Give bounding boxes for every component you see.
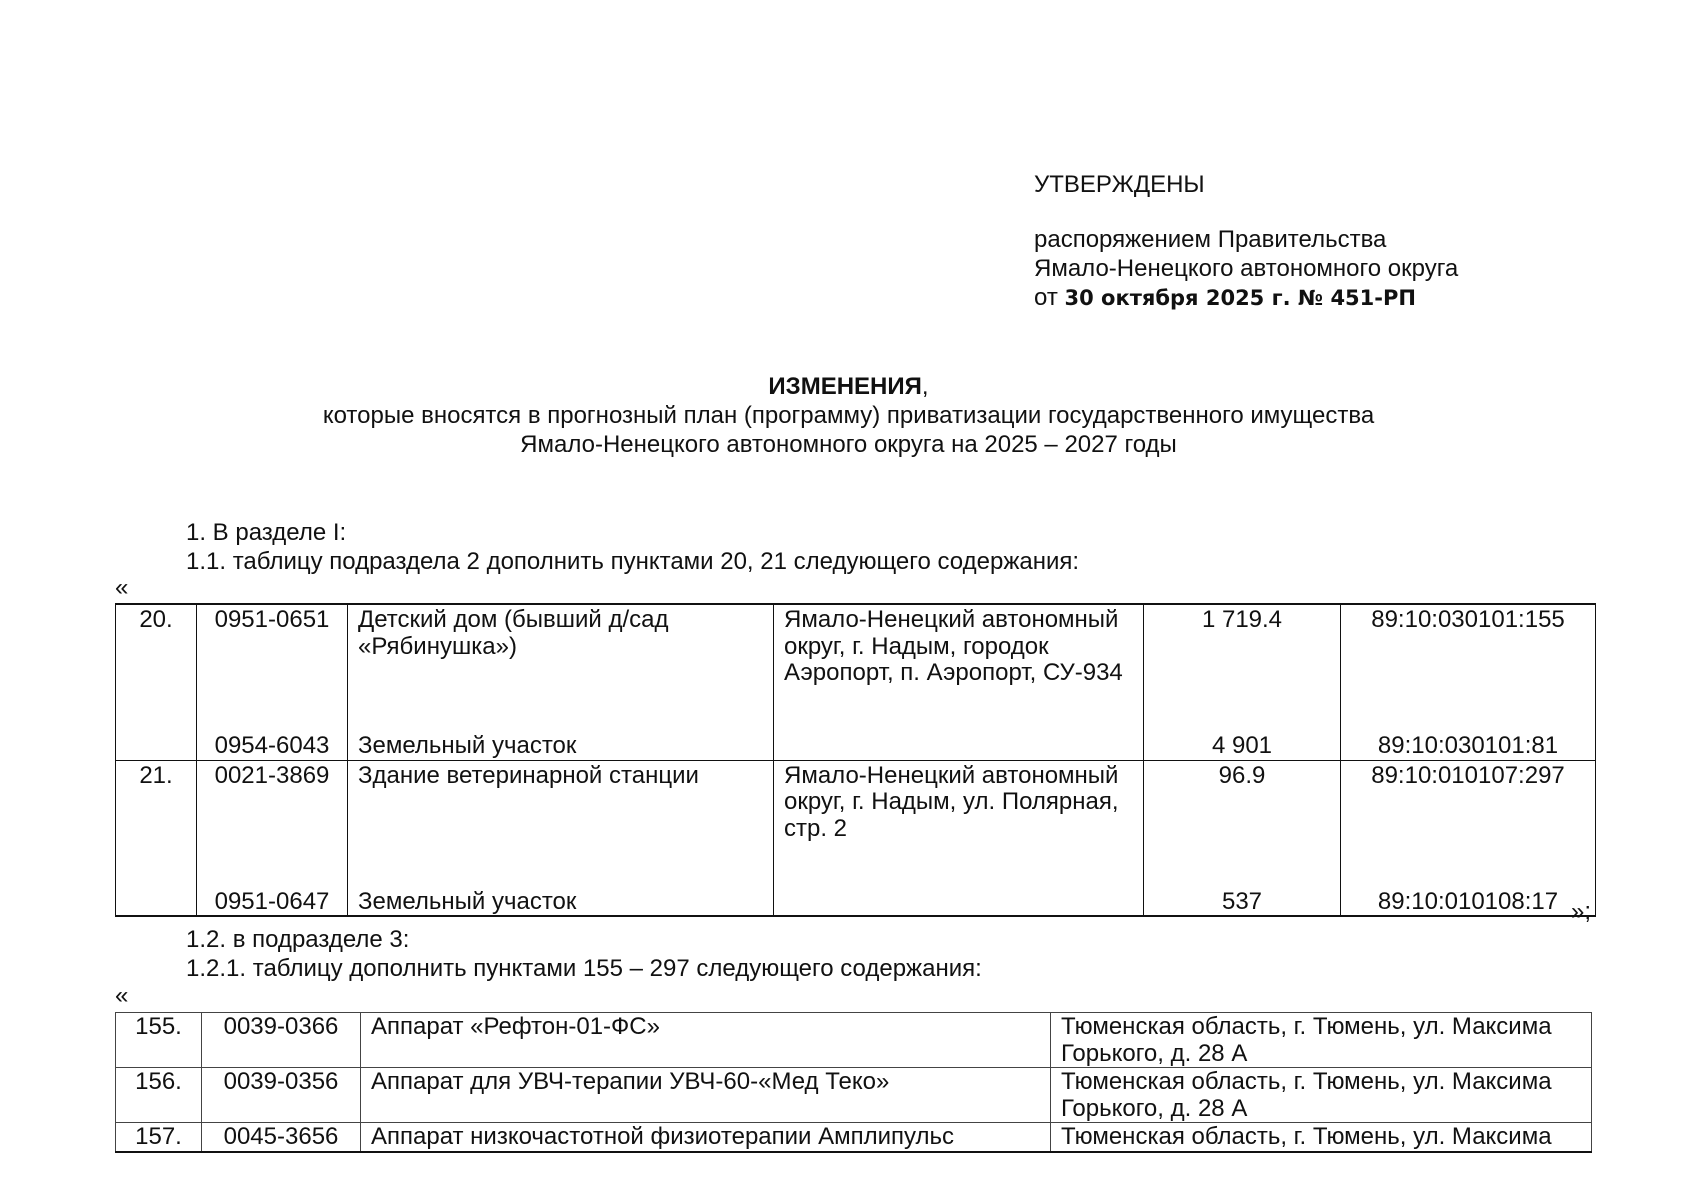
row-number: 156.: [116, 1068, 202, 1123]
property-code: 0039-0356: [202, 1068, 361, 1123]
title-bold: ИЗМЕНЕНИЯ: [768, 373, 922, 400]
property-address: Тюменская область, г. Тюмень, ул. Максима Горького, д. 28 А: [1051, 1013, 1592, 1068]
row-number: 20.: [116, 604, 197, 733]
document-title: [0, 372, 1697, 459]
paragraph-1-2: 1.2. в подразделе 3:: [186, 926, 410, 953]
property-code: 0021-3869: [197, 760, 348, 889]
land-code: 0951-0647: [197, 889, 348, 917]
approval-date-number: 30 октября 2025 г. № 451-РП: [1064, 286, 1416, 310]
property-name: Аппарат для УВЧ-терапии УВЧ-60-«Мед Теко»: [361, 1068, 1051, 1123]
title-comma: ,: [921, 373, 929, 400]
property-address: Тюменская область, г. Тюмень, ул. Максима Горького, д. 28 А: [1051, 1068, 1592, 1123]
property-code: 0039-0366: [202, 1013, 361, 1068]
land-cadastre: 89:10:030101:81: [1341, 733, 1596, 760]
property-name: Аппарат низкочастотной физиотерапии Амплипульс: [361, 1123, 1051, 1152]
land-name: Земельный участок: [348, 733, 774, 760]
title-line-2: которые вносятся в прогнозный план (программу) приватизации государственного имущества: [322, 402, 1375, 429]
row-number-empty: [116, 889, 197, 917]
approval-block: [1034, 170, 1458, 313]
row-number-empty: [116, 733, 197, 760]
table-row: [116, 604, 1596, 733]
table-row: [116, 1123, 1592, 1152]
approval-line-1: распоряжением Правительства: [1034, 226, 1387, 253]
land-area: 4 901: [1144, 733, 1341, 760]
approval-heading: УТВЕРЖДЕНЫ: [1034, 171, 1205, 198]
property-name: Детский дом (бывший д/сад «Рябинушка»): [348, 604, 774, 733]
paragraph-1: 1. В разделе I:: [186, 519, 347, 546]
row-number: 21.: [116, 760, 197, 889]
property-address: Тюменская область, г. Тюмень, ул. Максима: [1051, 1123, 1592, 1152]
table-subsection-3: [115, 1012, 1592, 1153]
property-cadastre: 89:10:010107:297: [1341, 760, 1596, 889]
property-name: Аппарат «Рефтон-01-ФС»: [361, 1013, 1051, 1068]
land-name: Земельный участок: [348, 889, 774, 917]
property-area: 96.9: [1144, 760, 1341, 889]
property-code: 0951-0651: [197, 604, 348, 733]
property-code: 0045-3656: [202, 1123, 361, 1152]
quote-open-1: «: [115, 574, 129, 601]
quote-open-2: «: [115, 982, 129, 1009]
land-cadastre: 89:10:010108:17: [1341, 889, 1596, 917]
property-address: Ямало-Ненецкий автономный округ, г. Надым, городок Аэропорт, п. Аэропорт, СУ-934: [774, 604, 1144, 760]
table-row: [116, 1068, 1592, 1123]
quote-close-1: »;: [1570, 898, 1591, 925]
land-code: 0954-6043: [197, 733, 348, 760]
land-area: 537: [1144, 889, 1341, 917]
table-row: [116, 760, 1596, 889]
table-row: [116, 1013, 1592, 1068]
title-line-3: Ямало-Ненецкого автономного округа на 2025 – 2027 годы: [520, 431, 1177, 458]
approval-date-prefix: от: [1034, 284, 1058, 311]
paragraph-1-1: 1.1. таблицу подраздела 2 дополнить пунктами 20, 21 следующего содержания:: [186, 548, 1080, 575]
row-number: 157.: [116, 1123, 202, 1152]
table-subsection-2: [115, 603, 1596, 917]
approval-line-2: Ямало-Ненецкого автономного округа: [1034, 255, 1459, 282]
property-name: Здание ветеринарной станции: [348, 760, 774, 889]
row-number: 155.: [116, 1013, 202, 1068]
paragraph-1-2-1: 1.2.1. таблицу дополнить пунктами 155 – 297 следующего содержания:: [186, 955, 982, 982]
property-area: 1 719.4: [1144, 604, 1341, 733]
approval-date-line: [1034, 283, 1458, 313]
property-address: Ямало-Ненецкий автономный округ, г. Надым, ул. Полярная, стр. 2: [774, 760, 1144, 916]
property-cadastre: 89:10:030101:155: [1341, 604, 1596, 733]
